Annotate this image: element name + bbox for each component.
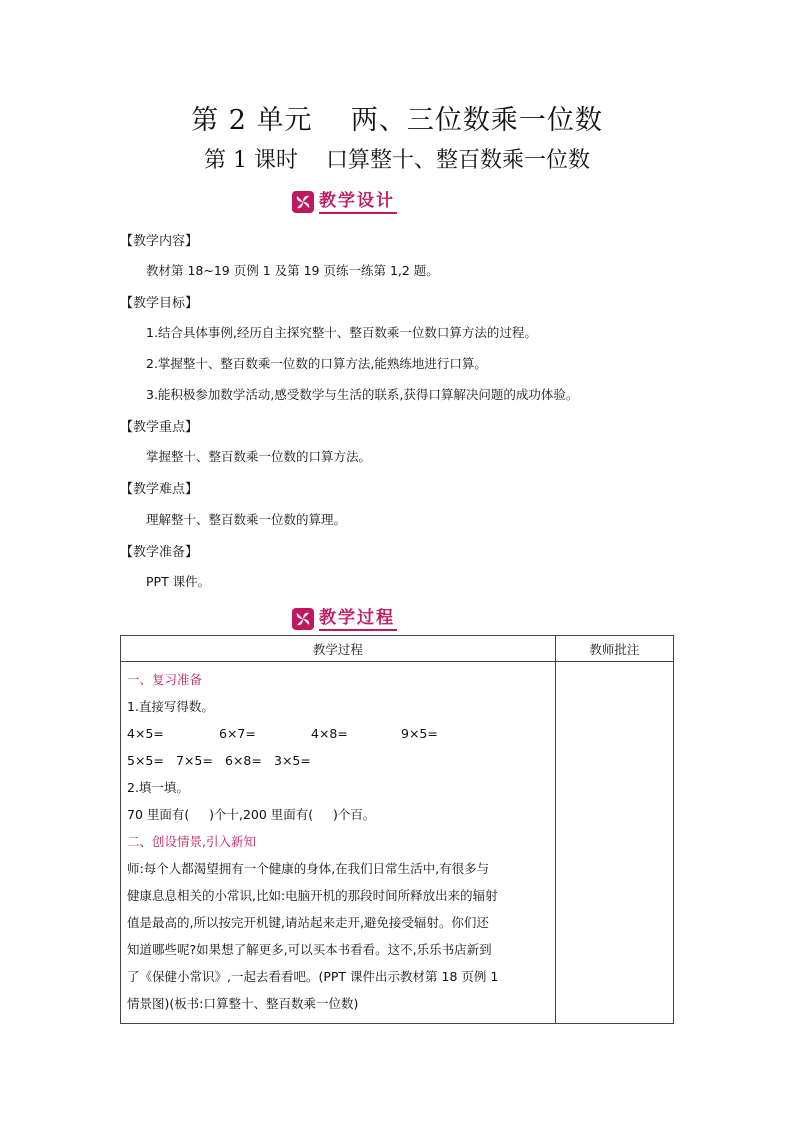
intro-paragraph-line: 师:每个人都渴望拥有一个健康的身体,在我们日常生活中,有很多与 [127, 861, 490, 876]
equation-row-1 [127, 720, 549, 747]
intro-paragraph-line: 健康息息相关的小常识,比如:电脑开机的那段时间所释放出来的辐射 [127, 888, 498, 903]
banner-process-label: 教学过程 [319, 608, 397, 631]
header-teacher-notes: 教师批注 [555, 636, 673, 662]
equation: 5×5= [127, 753, 164, 768]
equation: 9×5= [401, 726, 438, 741]
equation: 4×5= [127, 726, 164, 741]
equation: 7×5= [176, 753, 213, 768]
pinwheel-logo-icon [292, 191, 314, 213]
equation: 6×8= [225, 753, 262, 768]
section-heading-objectives: 【教学目标】 [120, 296, 199, 311]
equation: 4×8= [311, 726, 348, 741]
banner-design-label: 教学设计 [319, 191, 397, 214]
section-heading-content: 【教学内容】 [120, 234, 199, 249]
fill-in-blank: 70 里面有( )个十,200 里面有( )个百。 [127, 807, 376, 822]
objective-line-2: 2.掌握整十、整百数乘一位数的口算方法,能熟练地进行口算。 [146, 356, 487, 371]
table-row [121, 662, 674, 1024]
section-heading-key-points: 【教学重点】 [120, 420, 199, 435]
review-section-title: 一、复习准备 [127, 672, 203, 687]
difficulty-line: 理解整十、整百数乘一位数的算理。 [146, 512, 347, 527]
objective-line-3: 3.能积极参加数学活动,感受数学与生活的联系,获得口算解决问题的成功体验。 [146, 387, 579, 402]
equation: 3×5= [274, 753, 311, 768]
process-cell [121, 662, 556, 1024]
review-item-2: 2.填一填。 [127, 780, 189, 795]
section-heading-preparation: 【教学准备】 [120, 545, 199, 560]
intro-section-title: 二、创设情景,引入新知 [127, 834, 256, 849]
equation-row-2 [127, 747, 549, 774]
banner-teaching-process [292, 606, 397, 632]
section-heading-difficulties: 【教学难点】 [120, 482, 199, 497]
teacher-notes-cell[interactable] [555, 662, 673, 1024]
content-line: 教材第 18~19 页例 1 及第 19 页练一练第 1,2 题。 [146, 263, 439, 278]
header-process: 教学过程 [121, 636, 556, 662]
objective-line-1: 1.结合具体事例,经历自主探究整十、整百数乘一位数口算方法的过程。 [146, 325, 537, 340]
key-point-line: 掌握整十、整百数乘一位数的口算方法。 [146, 449, 372, 464]
banner-teaching-design [292, 189, 397, 215]
teaching-process-table [120, 635, 674, 1024]
unit-title: 第 2 单元 两、三位数乘一位数 [191, 105, 603, 136]
intro-paragraph-line: 值是最高的,所以按完开机键,请站起来走开,避免接受辐射。你们还 [127, 915, 489, 930]
table-header-row [121, 636, 674, 662]
preparation-line: PPT 课件。 [146, 574, 211, 589]
lesson-title: 第 1 课时 口算整十、整百数乘一位数 [204, 148, 590, 173]
pinwheel-logo-icon [292, 608, 314, 630]
intro-paragraph-line: 知道哪些呢?如果想了解更多,可以买本书看看。这不,乐乐书店新到 [127, 942, 492, 957]
intro-paragraph-line: 了《保健小常识》,一起去看看吧。(PPT 课件出示教材第 18 页例 1 [127, 969, 499, 984]
equation: 6×7= [219, 726, 256, 741]
intro-paragraph-line: 情景图)(板书:口算整十、整百数乘一位数) [127, 996, 359, 1011]
review-item-1: 1.直接写得数。 [127, 699, 214, 714]
